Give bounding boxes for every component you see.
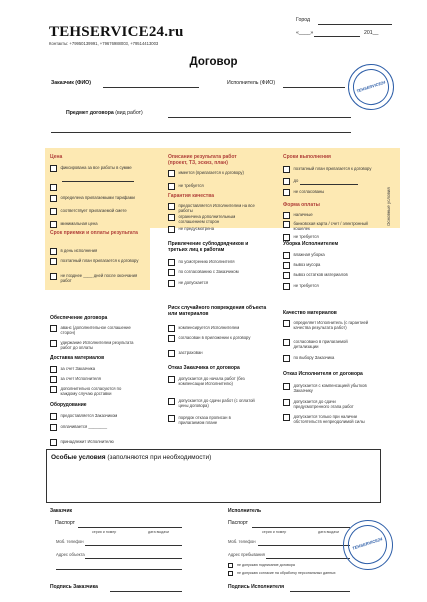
checkbox[interactable] <box>50 376 57 383</box>
date-day: «____» <box>296 30 314 36</box>
checkbox[interactable] <box>50 195 57 202</box>
terms-item-0[interactable]: поэтапный план прилагается к договору <box>283 166 371 173</box>
warranty-item-2[interactable]: не предусмотрена <box>168 226 214 233</box>
risk-item-2[interactable]: застрахован <box>168 350 203 357</box>
checkbox[interactable] <box>50 273 57 280</box>
refuse-executor-item-0[interactable]: допускается с компенсацией убытков Заказчику <box>283 383 372 393</box>
price-sum-field[interactable] <box>62 181 134 182</box>
checkbox[interactable] <box>50 184 57 191</box>
checkbox[interactable] <box>50 439 57 446</box>
terms-date-field[interactable] <box>300 184 358 185</box>
checkbox[interactable] <box>168 226 175 233</box>
payment-item-1[interactable]: банковская карта / счет / электронный кошелек <box>283 221 372 231</box>
checkbox[interactable] <box>50 340 57 347</box>
checkbox[interactable] <box>168 269 175 276</box>
executor-address-label: Адрес пребывания <box>228 552 265 557</box>
executor-passport-field[interactable] <box>252 527 350 528</box>
subject-field[interactable] <box>168 117 351 118</box>
executor-consent-b[interactable]: не допускаю согласие на обработку персональных данных <box>228 571 336 576</box>
equipment-item-1[interactable]: оплачивается ________ <box>50 424 107 431</box>
customer-series-hint: серия и номер <box>92 530 117 534</box>
refuse-executor-item-1[interactable]: допускается до сдачи предусмотренного этапа работ <box>283 399 372 409</box>
payterms-item-1[interactable]: поэтапный план прилагается к договору <box>50 258 138 265</box>
executor-signature-field[interactable] <box>290 591 350 592</box>
checkbox[interactable] <box>168 259 175 266</box>
customer-phone-label: Моб. телефон <box>56 539 84 544</box>
executor-passport-label: Паспорт <box>228 520 249 526</box>
section-refuse-customer-title: Отказ Заказчика от договора <box>168 365 240 371</box>
checkbox[interactable] <box>283 339 290 346</box>
subcontract-item-0[interactable]: по усмотрению Исполнителя <box>168 259 235 266</box>
executor-phone-label: Моб. телефон <box>228 539 256 544</box>
cleanup-item-0[interactable]: влажная уборка <box>283 252 325 259</box>
cleanup-item-3[interactable]: не требуется <box>283 283 319 290</box>
special-conditions-box[interactable] <box>46 449 381 503</box>
checkbox[interactable] <box>168 325 175 332</box>
checkbox[interactable] <box>168 415 175 422</box>
customer-passport-label: Паспорт <box>55 520 76 526</box>
subject-field-2[interactable] <box>51 132 351 133</box>
executor-phone-field[interactable] <box>258 545 350 546</box>
checkbox[interactable] <box>283 320 290 327</box>
refuse-customer-item-0[interactable]: допускается до начала работ (без компенсации Исполнителю) <box>168 376 257 386</box>
equipment-item-2[interactable]: принадлежит Исполнителю <box>50 439 114 446</box>
quality-item-1[interactable]: согласовано в прилагаемой детализации <box>283 339 372 349</box>
risk-item-1[interactable]: согласован в приложении к договору <box>168 335 250 342</box>
customer-signature-field[interactable] <box>110 591 182 592</box>
desc-item-1[interactable]: не требуется <box>168 183 204 190</box>
checkbox[interactable] <box>50 413 57 420</box>
checkbox[interactable] <box>283 262 290 269</box>
side-label: Основные условия <box>386 187 391 226</box>
checkbox[interactable] <box>50 386 57 393</box>
price-item-fixed[interactable]: фиксирована за все работы в сумме <box>50 165 132 172</box>
support-item-0[interactable]: аванс (дополнительное соглашение сторон) <box>50 325 139 335</box>
equipment-item-0[interactable]: предоставляется Заказчиком <box>50 413 117 420</box>
cleanup-item-1[interactable]: вывоз мусора <box>283 262 320 269</box>
risk-item-0[interactable]: компенсируется Исполнителем <box>168 325 239 332</box>
quality-item-0[interactable]: определяет Исполнитель (с гарантией качества результата работ) <box>283 320 372 330</box>
checkbox[interactable] <box>50 325 57 332</box>
warranty-item-0[interactable]: предоставляется Исполнителем на все работы <box>168 203 257 213</box>
checkbox[interactable] <box>283 166 290 173</box>
customer-field[interactable] <box>103 87 199 88</box>
checkbox[interactable] <box>168 398 175 405</box>
price-item-estimate[interactable]: соответствует прилагаемой смете <box>50 208 127 215</box>
section-cleanup-title: Уборка Исполнителем <box>283 241 339 247</box>
executor-field[interactable] <box>283 87 345 88</box>
checkbox[interactable] <box>283 234 290 241</box>
executor-sign-title: Исполнитель <box>228 508 262 514</box>
checkbox[interactable] <box>50 248 57 255</box>
section-payterms-title: Срок приемки и оплаты результата <box>50 230 138 236</box>
delivery-item-0[interactable]: за счет Заказчика <box>50 366 95 373</box>
city-label: Город <box>296 17 311 23</box>
payment-item-2[interactable]: не требуется <box>283 234 319 241</box>
subject-label: Предмет договора (вид работ) <box>66 110 143 116</box>
checkbox[interactable] <box>283 252 290 259</box>
company-stamp-bottom: TEHSERVICE24 <box>343 520 393 570</box>
customer-signature-label: Подпись Заказчика <box>50 584 98 590</box>
price-item-min[interactable]: минимальная цена <box>50 221 98 228</box>
customer-passport-field[interactable] <box>78 527 182 528</box>
checkbox[interactable] <box>168 203 175 210</box>
executor-signature-label: Подпись Исполнителя <box>228 584 285 590</box>
subcontract-item-1[interactable]: по согласованию с Заказчиком <box>168 269 239 276</box>
subcontract-item-2[interactable]: не допускается <box>168 280 208 287</box>
delivery-item-1[interactable]: за счет Исполнителя <box>50 376 101 383</box>
refuse-customer-item-2[interactable]: порядок отказа прописан в прилагаемом плане <box>168 415 257 425</box>
section-price-title: Цена <box>50 154 63 160</box>
section-desc-title: Описание результата работ (проект, ТЗ, эскиз, план) <box>168 154 237 166</box>
section-quality-title: Качество материалов <box>283 310 337 316</box>
checkbox[interactable] <box>283 355 290 362</box>
checkbox[interactable] <box>283 383 290 390</box>
executor-consent-a[interactable]: не допускаю подписание договора <box>228 563 295 568</box>
customer-label: Заказчик (ФИО) <box>51 80 91 86</box>
page-title: Договор <box>189 56 238 68</box>
checkbox[interactable] <box>283 414 290 421</box>
section-equipment-title: Оборудование <box>50 402 87 408</box>
checkbox[interactable] <box>283 189 290 196</box>
warranty-item-1[interactable]: ограничена дополнительным соглашением сторон <box>168 214 257 224</box>
checkbox[interactable] <box>168 350 175 357</box>
section-risk-title: Риск случайного повреждения объекта или материалов <box>168 305 267 317</box>
section-delivery-title: Доставка материалов <box>50 355 105 361</box>
cleanup-item-2[interactable]: вывоз остатков материалов <box>283 272 348 279</box>
customer-address-field[interactable] <box>85 558 182 559</box>
refuse-customer-item-1[interactable]: допускается до сдачи работ (с оплатой цены договора) <box>168 398 257 408</box>
refuse-executor-item-2[interactable]: допускается только при наличии обстоятельств непреодолимой силы <box>283 414 372 424</box>
company-stamp: TEHSERVICE24 <box>348 64 394 110</box>
section-support-title: Обеспечение договора <box>50 315 108 321</box>
checkbox[interactable] <box>50 208 57 215</box>
section-subcontract-title: Привлечение субподрядчиков и третьих лиц к работам <box>168 241 249 253</box>
checkbox[interactable] <box>168 170 175 177</box>
payment-item-0[interactable]: наличные <box>283 212 313 219</box>
quality-item-2[interactable]: по выбору Заказчика <box>283 355 334 362</box>
customer-phone-field[interactable] <box>85 545 182 546</box>
city-line <box>318 24 392 25</box>
contact-phones: Контакты: +79950139991, +79676988003, +79514413003 <box>49 41 159 46</box>
checkbox[interactable] <box>168 335 175 342</box>
price-item-tariffs[interactable]: определена прилагаемыми тарифами <box>50 195 135 202</box>
executor-issue-hint: дата выдачи <box>318 530 340 534</box>
checkbox[interactable] <box>283 272 290 279</box>
checkbox[interactable] <box>168 376 175 383</box>
brand-logo: TEHSERVICE24.ru <box>49 24 184 40</box>
section-refuse-executor-title: Отказ Исполнителя от договора <box>283 371 363 377</box>
section-terms-title: Сроки выполнения <box>283 154 331 160</box>
payterms-item-0[interactable]: в день исполнения <box>50 248 97 255</box>
terms-item-1[interactable]: до <box>283 178 298 185</box>
checkbox[interactable] <box>283 212 290 219</box>
executor-series-hint: серия и номер <box>262 530 287 534</box>
customer-issue-hint: дата выдачи <box>148 530 170 534</box>
checkbox[interactable] <box>50 258 57 265</box>
checkbox[interactable] <box>50 424 57 431</box>
price-item-2[interactable] <box>50 184 61 191</box>
checkbox[interactable] <box>50 366 57 373</box>
checkbox[interactable] <box>228 571 233 576</box>
delivery-item-2[interactable]: дополнительно согласуются по каждому случаю доставки <box>50 386 139 396</box>
checkbox[interactable] <box>283 283 290 290</box>
terms-item-2[interactable]: не согласованы <box>283 189 324 196</box>
support-item-1[interactable]: удержание Исполнителем результата работ до оплаты <box>50 340 139 350</box>
checkbox[interactable] <box>50 165 57 172</box>
date-line <box>314 36 360 37</box>
section-warranty-title: Гарантия качества <box>168 193 215 199</box>
checkbox[interactable] <box>168 214 175 221</box>
checkbox[interactable] <box>283 178 290 185</box>
checkbox[interactable] <box>228 563 233 568</box>
customer-address-label: Адрес объекта <box>56 552 85 557</box>
special-conditions-heading: Особые условия (заполняются при необходимости) <box>51 454 212 461</box>
desc-item-0[interactable]: имеется (прилагается к договору) <box>168 170 244 177</box>
section-payment-title: Форма оплаты <box>283 202 320 208</box>
checkbox[interactable] <box>50 221 57 228</box>
checkbox[interactable] <box>283 399 290 406</box>
executor-address-field[interactable] <box>266 558 350 559</box>
executor-label: Исполнитель (ФИО) <box>227 80 276 86</box>
checkbox[interactable] <box>168 280 175 287</box>
checkbox[interactable] <box>283 221 290 228</box>
checkbox[interactable] <box>168 183 175 190</box>
date-year: 201__ <box>364 30 379 36</box>
customer-sign-title: Заказчик <box>50 508 73 514</box>
customer-address-field-2[interactable] <box>56 569 182 570</box>
payterms-item-2[interactable]: не позднее ____ дней после окончания работ <box>50 273 139 283</box>
